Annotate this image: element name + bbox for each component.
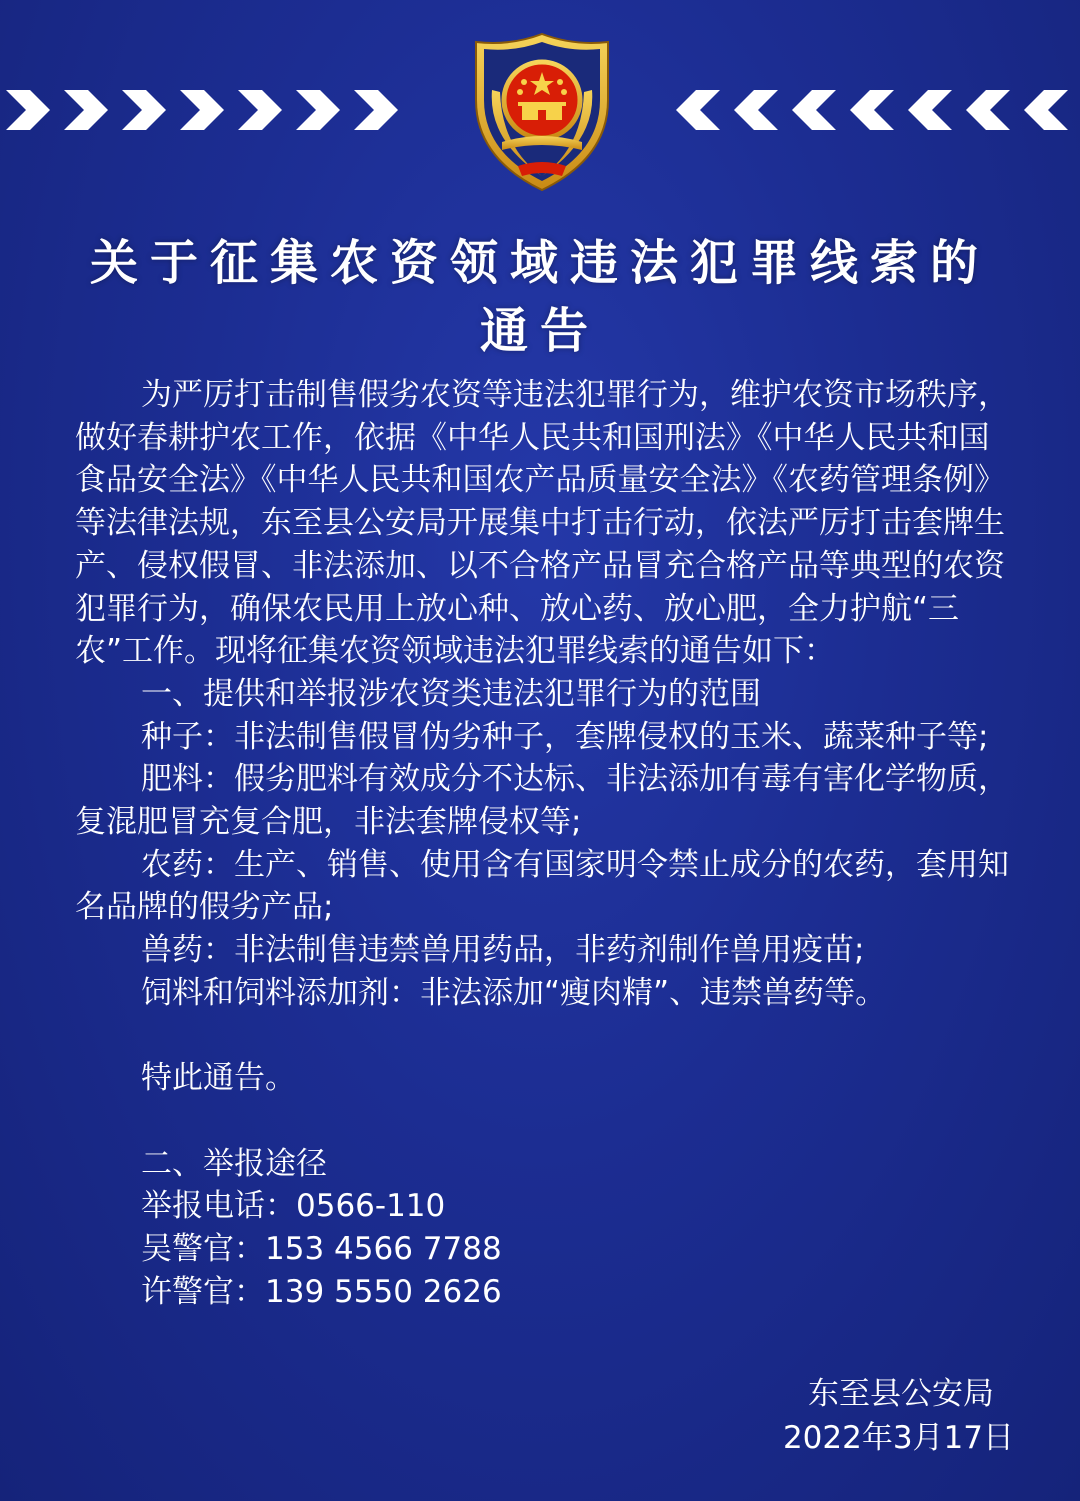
chevron-icon (58, 82, 116, 138)
scope-item-pesticide: 农药：生产、销售、使用含有国家明令禁止成分的农药，套用知名品牌的假劣产品; (75, 846, 1009, 926)
left-chevron-stripe (0, 82, 406, 138)
chevron-icon (900, 82, 958, 138)
chevron-icon (174, 82, 232, 138)
chevron-icon (842, 82, 900, 138)
issue-date: 2022年3月17日 (782, 1420, 1014, 1456)
intro-paragraph: 为严厉打击制售假劣农资等违法犯罪行为，维护农资市场秩序，做好春耕护农工作，依据《中华人民共和国刑法》《中华人民共和国食品安全法》《中华人民共和国农产品质量安全法》《农药管理条例》等法律法规，东至县公安局开展集中打击行动，依法严厉打击套牌生产、侵权假冒、非法添加、以不合格产品冒充合格产品等典型的农资犯罪行为，确保农民用上放心种、放心药、放心肥，全力护航“三农”工作。现将征集农资领域违法犯罪线索的通告如下： (75, 377, 1009, 670)
right-chevron-stripe (668, 82, 1074, 138)
chevron-icon (116, 82, 174, 138)
officer-xu-contact: 许警官：139 5550 2626 (141, 1273, 502, 1310)
scope-item-veterinary: 兽药：非法制售违禁兽用药品，非药剂制作兽用疫苗; (141, 932, 865, 969)
chevron-icon (726, 82, 784, 138)
chevron-icon (348, 82, 406, 138)
notice-body (75, 374, 1013, 1313)
chevron-icon (232, 82, 290, 138)
notice-title-line2: 通告 (479, 303, 600, 359)
chevron-icon (0, 82, 58, 138)
chevron-icon (958, 82, 1016, 138)
header-banner (0, 0, 1080, 210)
signature-block (783, 1372, 1014, 1460)
chevron-icon (290, 82, 348, 138)
section1-heading: 一、提供和举报涉农资类违法犯罪行为的范围 (141, 675, 761, 712)
closing-statement: 特此通告。 (141, 1060, 296, 1097)
chevron-icon (784, 82, 842, 138)
scope-item-seeds: 种子：非法制售假冒伪劣种子，套牌侵权的玉米、蔬菜种子等; (141, 718, 989, 755)
issuing-organization: 东至县公安局 (808, 1376, 994, 1412)
notice-title-line1: 关于征集农资领域违法犯罪线索的 (89, 235, 990, 291)
chevron-icon (668, 82, 726, 138)
police-emblem-icon (462, 30, 622, 195)
officer-wu-contact: 吴警官：153 4566 7788 (141, 1231, 502, 1268)
hotline-contact: 举报电话：0566-110 (141, 1188, 446, 1225)
scope-item-feed: 饲料和饲料添加剂：非法添加“瘦肉精”、违禁兽药等。 (141, 974, 887, 1011)
chevron-icon (1016, 82, 1074, 138)
scope-item-fertilizer: 肥料：假劣肥料有效成分不达标、非法添加有毒有害化学物质，复混肥冒充复合肥，非法套牌侵权等; (75, 761, 1009, 841)
section2-heading: 二、举报途径 (141, 1145, 327, 1182)
